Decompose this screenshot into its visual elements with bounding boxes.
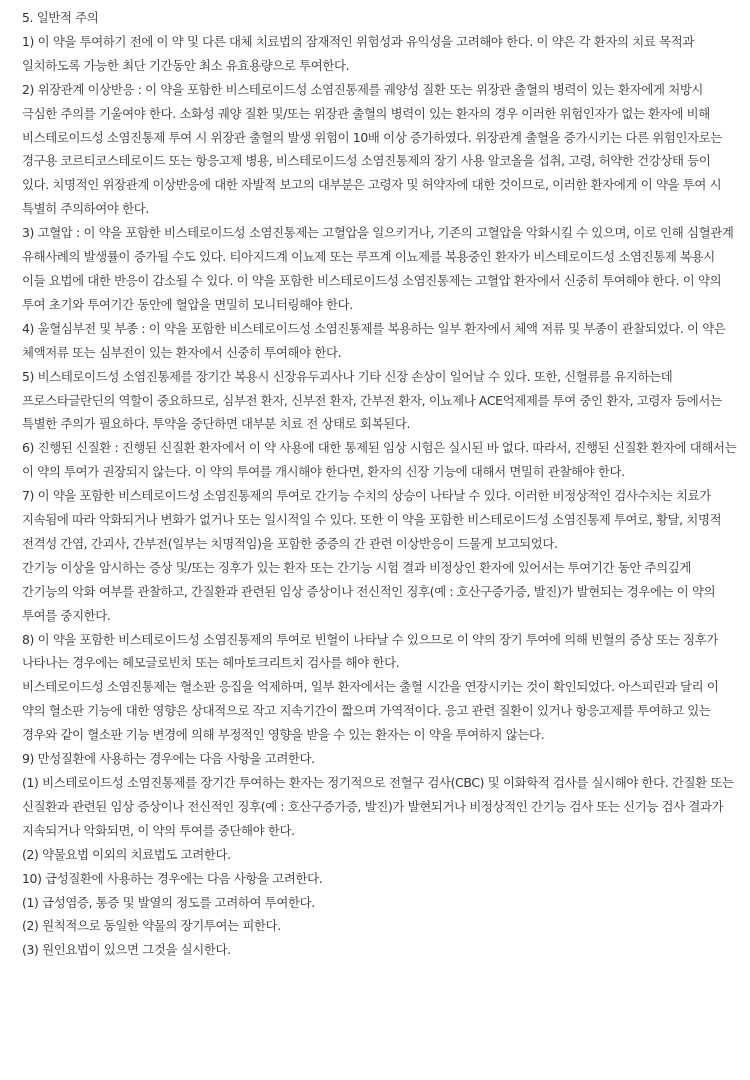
- paragraph-2-gastrointestinal: 2) 위장관계 이상반응 : 이 약을 포함한 비스테로이드성 소염진통제를 궤양성 질환 또는 위장관 출혈의 병력이 있는 환자에게 처방시 극심한 주의를 기울여야 한다. 소화성 궤양 질환 및/또는 위장관 출혈의 병력이 있는 환자의 경우 이러한 위험인자가 없는 환자에 비해 비스테로이드성 소염진통제 투여 시 위장관 출혈의 발생 위험이 10배 이상 증가하였다. 위장관계 출혈을 증가시키는 다른 위험인자로는 경구용 코르티코스테로이드 또는 항응고제 병용, 비스테로이드성 소염진통제의 장기 사용 알코올을 섭취, 고령, 허약한 건강상태 등이 있다. 치명적인 위장관계 이상반응에 대한 자발적 보고의 대부분은 고령자 및 허약자에 대한 것이므로, 이러한 환자에게 이 약을 투여 시 특별히 주의하여야 한다.: [22, 81, 722, 217]
- paragraph-8-anemia: 8) 이 약을 포함한 비스테로이드성 소염진통제의 투여로 빈혈이 나타날 수 있으므로 이 약의 장기 투여에 의해 빈혈의 증상 또는 징후가 나타나는 경우에는 헤모글로빈치 또는 헤마토크리트치 검사를 해야 한다.: [22, 631, 719, 671]
- paragraph-9-item-2: (2) 약물요법 이외의 치료법도 고려한다.: [22, 846, 231, 862]
- paragraph-4-heart-failure-edema: 4) 울혈심부전 및 부종 : 이 약을 포함한 비스테로이드성 소염진통제를 복용하는 일부 환자에서 체액 저류 및 부종이 관찰되었다. 이 약은 체액저류 또는 심부전이 있는 환자에서 신중히 투여해야 한다.: [22, 320, 726, 360]
- paragraph-3-hypertension: 3) 고혈압 : 이 약을 포함한 비스테로이드성 소염진통제는 고혈압을 일으키거나, 기존의 고혈압을 악화시킬 수 있으며, 이로 인해 심혈관계 유해사례의 발생률이 증가될 수도 있다. 티아지드계 이뇨제 또는 루프계 이뇨제를 복용중인 환자가 비스테로이드성 소염진통제 복용시 이들 요법에 대한 반응이 감소될 수 있다. 이 약을 포함한 비스테로이드성 소염진통제는 고혈압 환자에서 신중히 투여해야 한다. 이 약의 투여 초기와 투여기간 동안에 혈압을 면밀히 모니터링해야 한다.: [22, 225, 734, 312]
- paragraph-10-item-1: (1) 급성염증, 통증 및 발열의 정도를 고려하여 투여한다.: [22, 894, 315, 910]
- paragraph-1: 1) 이 약을 투여하기 전에 이 약 및 다른 대체 치료법의 잠재적인 위험성과 유익성을 고려해야 한다. 이 약은 각 환자의 치료 목적과 일치하도록 가능한 최단 기간동안 최소 유효용량으로 투여한다.: [22, 33, 694, 73]
- paragraph-10-item-3: (3) 원인요법이 있으면 그것을 실시한다.: [22, 942, 231, 958]
- paragraph-10-acute-disease: 10) 급성질환에 사용하는 경우에는 다음 사항을 고려한다.: [22, 870, 323, 886]
- paragraph-7-liver: 7) 이 약을 포함한 비스테로이드성 소염진통제의 투여로 간기능 수치의 상승이 나타날 수 있다. 이러한 비정상적인 검사수치는 치료가 지속됨에 따라 악화되거나 변화가 없거나 또는 일시적일 수 있다. 또한 이 약을 포함한 비스테로이드성 소염진통제 투여로, 황달, 치명적 전격성 간염, 간괴사, 간부전(일부는 치명적임)을 포함한 중증의 간 관련 이상반응이 드물게 보고되었다.: [22, 488, 722, 551]
- paragraph-7-liver-continued: 간기능 이상을 암시하는 증상 및/또는 징후가 있는 환자 또는 간기능 시험 결과 비정상인 환자에 있어서는 투여기간 동안 주의깊게 간기능의 악화 여부를 관찰하고, 간질환과 관련된 임상 증상이나 전신적인 징후(예 : 호산구증가증, 발진)가 발현되는 경우에는 이 약의 투여를 중지한다.: [22, 559, 716, 623]
- paragraph-10-item-2: (2) 원칙적으로 동일한 약물의 장기투여는 피한다.: [22, 918, 281, 934]
- paragraph-5-renal: 5) 비스테로이드성 소염진통제를 장기간 복용시 신장유두괴사나 기타 신장 손상이 일어날 수 있다. 또한, 신혈류를 유지하는데 프로스타글란딘의 역할이 중요하므로, 심부전 환자, 신부전 환자, 간부전 환자, 이뇨제나 ACE억제제를 투여 중인 환자, 고령자 등에서는 특별한 주의가 필요하다. 투약을 중단하면 대부분 치료 전 상태로 회복된다.: [22, 368, 722, 432]
- paragraph-9-item-1: (1) 비스테로이드성 소염진통제를 장기간 투여하는 환자는 정기적으로 전혈구 검사(CBC) 및 이화학적 검사를 실시해야 한다. 간질환 또는 신질환과 관련된 임상 증상이나 전신적인 징후(예 : 호산구증가증, 발진)가 발현되거나 비정상적인 간기능 검사 또는 신기능 검사 결과가 지속되거나 악화되면, 이 약의 투여를 중단해야 한다.: [22, 775, 734, 838]
- paragraph-8-platelet: 비스테로이드성 소염진통제는 혈소판 응집을 억제하며, 일부 환자에서는 출혈 시간을 연장시키는 것이 확인되었다. 아스피린과 달리 이 약의 혈소판 기능에 대한 영향은 상대적으로 작고 지속기간이 짧으며 가역적이다. 응고 관련 질환이 있거나 항응고제를 투여하고 있는 경우와 같이 혈소판 기능 변경에 의해 부정적인 영향을 받을 수 있는 환자는 이 약을 투여하지 않는다.: [22, 679, 719, 743]
- section-title: 5. 일반적 주의: [22, 10, 99, 25]
- paragraph-6-advanced-renal-disease: 6) 진행된 신질환 : 진행된 신질환 환자에서 이 약 사용에 대한 통제된 임상 시험은 실시된 바 없다. 따라서, 진행된 신질환 환자에 대해서는 이 약의 투여가 권장되지 않는다. 이 약의 투여를 개시해야 한다면, 환자의 신장 기능에 대해서 면밀히 관찰해야 한다.: [22, 440, 737, 480]
- paragraph-9-chronic-disease: 9) 만성질환에 사용하는 경우에는 다음 사항을 고려한다.: [22, 751, 315, 767]
